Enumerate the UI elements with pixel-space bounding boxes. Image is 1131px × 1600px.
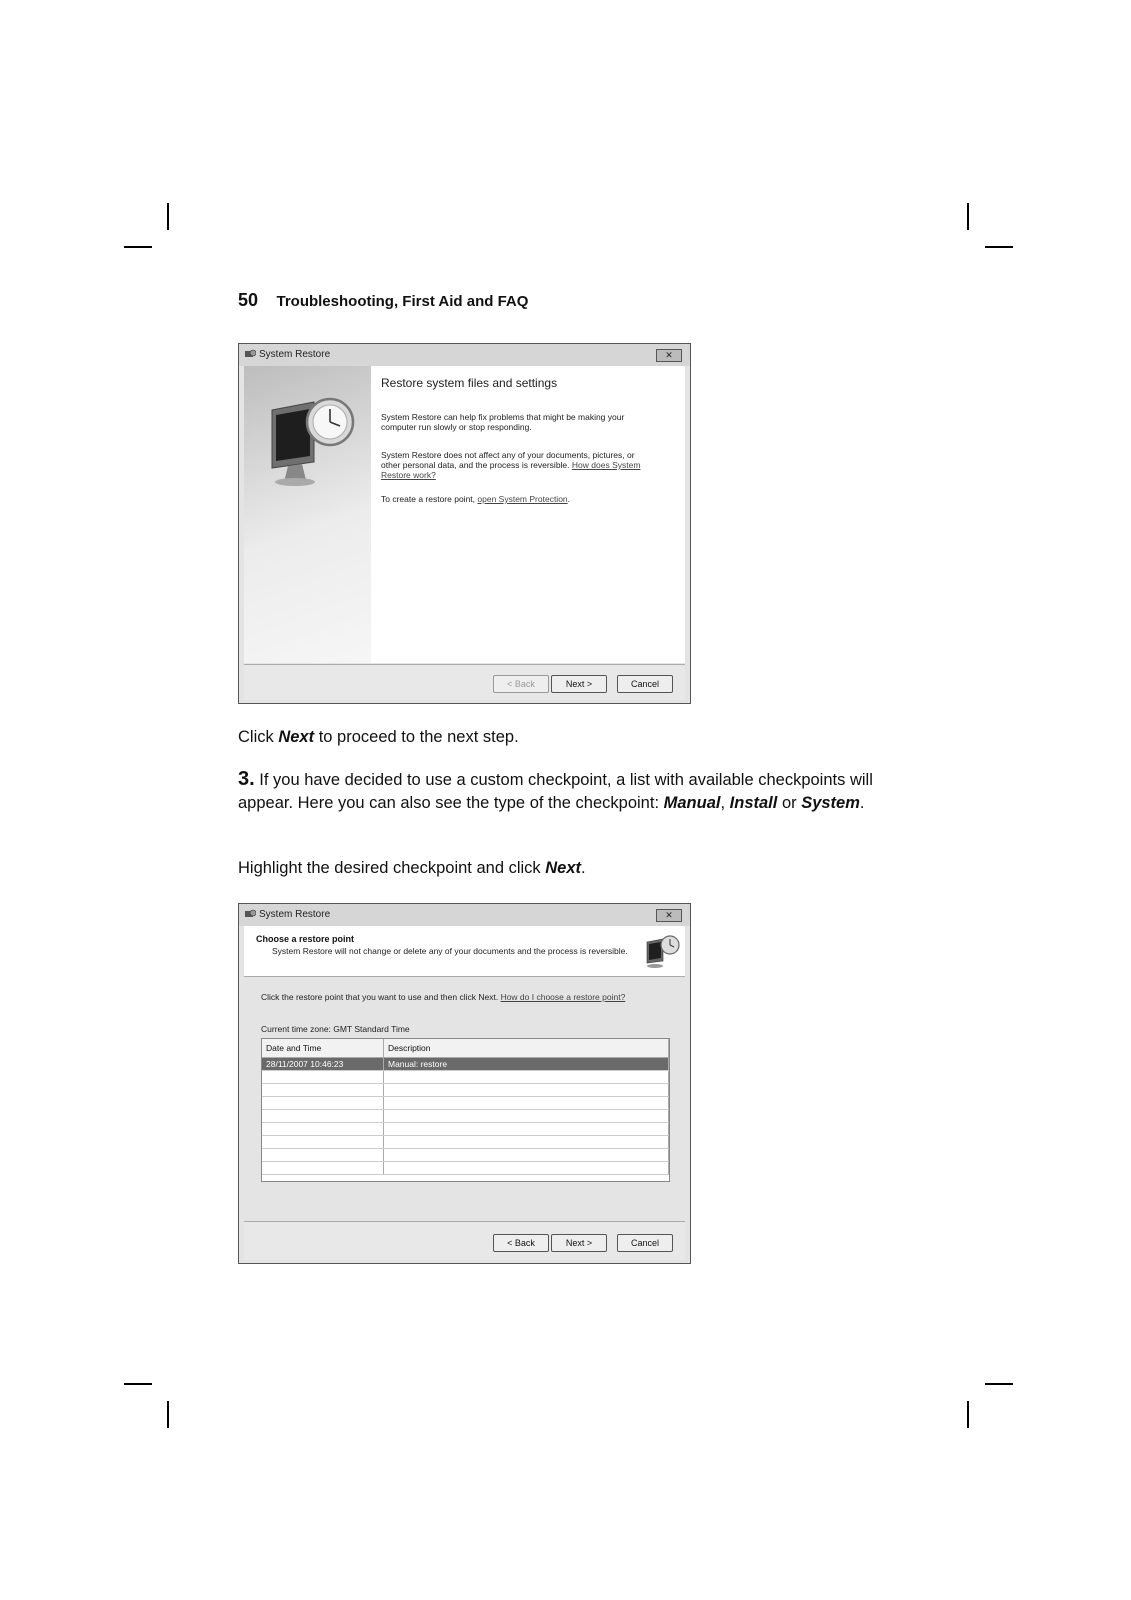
- comma: ,: [720, 794, 726, 812]
- highlight-paragraph: [238, 857, 888, 880]
- paragraph-2-text: System Restore does not affect any of your documents, pictures, or other personal data, and the process is reversible.: [381, 450, 635, 470]
- step-3-paragraph: [238, 768, 883, 815]
- highlight-prefix: Highlight the desired checkpoint and click: [238, 859, 541, 877]
- click-next-paragraph: [238, 726, 888, 749]
- instruction-line: [261, 992, 625, 1002]
- header-subtitle: System Restore will not change or delete any of your documents and the process is reversible.: [272, 946, 628, 956]
- next-button[interactable]: Next >: [551, 1234, 607, 1252]
- back-button[interactable]: < Back: [493, 675, 549, 693]
- crop-mark: [985, 246, 1013, 248]
- cancel-button[interactable]: Cancel: [617, 675, 673, 693]
- wizard-button-bar: [244, 1221, 685, 1260]
- column-description[interactable]: Description: [384, 1039, 669, 1058]
- system-restore-window-choose-point: [238, 903, 691, 1264]
- wizard-button-bar: [244, 664, 685, 700]
- instruction-text: Click the restore point that you want to use and then click Next.: [261, 992, 499, 1002]
- restore-monitor-clock-icon: [262, 388, 372, 488]
- type-install: Install: [729, 794, 778, 812]
- wizard-heading: Restore system files and settings: [381, 376, 558, 390]
- restore-point-list[interactable]: [261, 1038, 670, 1182]
- running-title: Troubleshooting, First Aid and FAQ: [276, 293, 529, 310]
- highlight-suffix: .: [581, 859, 586, 877]
- header-title: Choose a restore point: [256, 934, 355, 944]
- next-button[interactable]: Next >: [551, 675, 607, 693]
- page-number: 50: [238, 290, 259, 310]
- crop-mark: [124, 246, 152, 248]
- crop-mark: [967, 203, 969, 230]
- window-title: System Restore: [259, 349, 331, 360]
- wizard-header: [244, 926, 685, 977]
- click-next-prefix: Click: [238, 728, 274, 746]
- crop-mark: [124, 1383, 152, 1385]
- type-manual: Manual: [663, 794, 721, 812]
- row-description: Manual: restore: [384, 1058, 669, 1071]
- window-titlebar: [239, 904, 690, 926]
- window-titlebar: [239, 344, 690, 366]
- how-do-i-choose-link[interactable]: How do I choose a restore point?: [500, 992, 626, 1002]
- crop-mark: [167, 203, 169, 230]
- restore-monitor-clock-icon: [643, 932, 681, 970]
- empty-row: [262, 1071, 669, 1084]
- empty-row: [262, 1110, 669, 1123]
- open-system-protection-link[interactable]: open System Protection: [477, 494, 568, 504]
- window-title: System Restore: [259, 909, 331, 920]
- wizard-paragraph-1: System Restore can help fix problems that might be making your computer run slowly or stop responding.: [381, 412, 625, 432]
- system-restore-window-welcome: [238, 343, 691, 704]
- empty-row: [262, 1123, 669, 1136]
- wizard-content: [371, 366, 685, 663]
- column-date-time[interactable]: Date and Time: [262, 1039, 384, 1058]
- wizard-paragraph-3: [381, 494, 661, 504]
- empty-row: [262, 1097, 669, 1110]
- empty-row: [262, 1084, 669, 1097]
- paragraph-3-prefix: To create a restore point,: [381, 494, 476, 504]
- close-button[interactable]: ✕: [656, 909, 682, 922]
- system-restore-icon: [244, 909, 256, 920]
- type-system: System: [801, 794, 860, 812]
- empty-row: [262, 1149, 669, 1162]
- timezone-label: Current time zone: GMT Standard Time: [261, 1024, 410, 1034]
- next-emphasis-2: Next: [545, 859, 582, 877]
- cancel-button[interactable]: Cancel: [617, 1234, 673, 1252]
- close-button[interactable]: ✕: [656, 349, 682, 362]
- wizard-paragraph-2: [381, 450, 643, 480]
- wizard-side-panel: [244, 366, 371, 663]
- step-3-text: If you have decided to use a custom checkpoint, a list with available checkpoints will appear. Here you can also see the type of the checkpoint:: [238, 771, 873, 812]
- or-word: or: [781, 794, 797, 812]
- click-next-suffix: to proceed to the next step.: [318, 728, 519, 746]
- period: .: [859, 794, 865, 812]
- empty-row: [262, 1136, 669, 1149]
- crop-mark: [985, 1383, 1013, 1385]
- table-header-row: [262, 1039, 669, 1058]
- crop-mark: [167, 1401, 169, 1428]
- system-restore-icon: [244, 349, 256, 360]
- paragraph-3-suffix: .: [567, 494, 571, 504]
- back-button[interactable]: < Back: [493, 1234, 549, 1252]
- restore-point-table: [262, 1039, 669, 1175]
- how-does-system-restore-work-link[interactable]: How does System Restore work?: [381, 460, 641, 480]
- crop-mark: [967, 1401, 969, 1428]
- step-number: 3.: [238, 768, 255, 790]
- next-emphasis: Next: [278, 728, 315, 746]
- row-date: 28/11/2007 10:46:23: [262, 1058, 384, 1071]
- table-row[interactable]: [262, 1058, 669, 1071]
- page-header: [238, 290, 528, 311]
- empty-row: [262, 1162, 669, 1175]
